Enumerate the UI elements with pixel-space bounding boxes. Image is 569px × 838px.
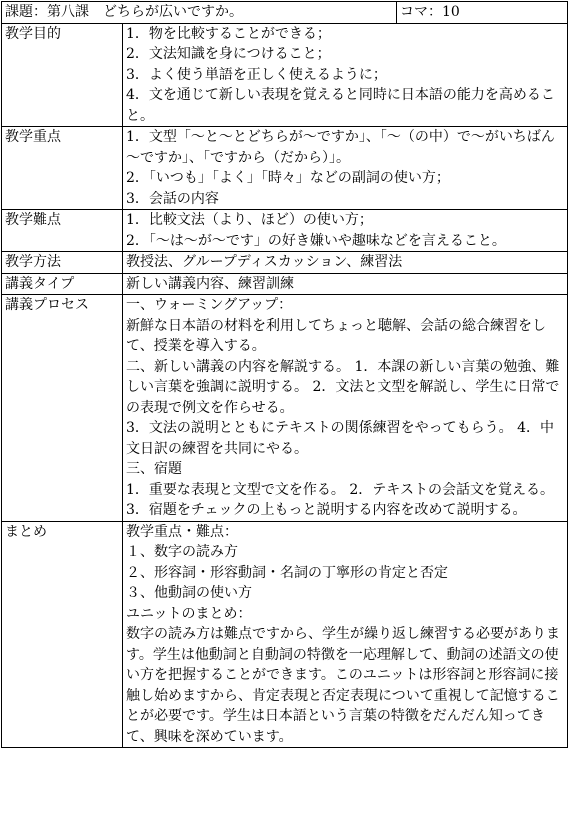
content-line: 新しい講義内容、練習訓練 [126,275,294,292]
period-cell: コマ：10 [397,2,568,24]
content-line: 教授法、グループディスカッション、練習法 [126,254,403,270]
lesson-plan-table [1,1,568,748]
row-label: 講義プロセス [2,295,123,522]
row-label: 教学目的 [2,23,123,127]
row-content [123,521,568,748]
content-line: 1．比較文法（より、ほど）の使い方； [126,212,373,228]
row-key-points [2,127,568,210]
row-summary [2,521,568,748]
topic-cell: 課題：第八課 どちらが広いですか。 [2,2,397,24]
row-content [123,273,568,295]
content-line: 新鮮な日本語の材料を利用してちょっと聴解、会話の総合練習をして、授業を導入する。 [126,317,546,354]
row-lecture-type [2,273,568,295]
row-label: 教学重点 [2,127,123,210]
content-line: 3．文法の説明とともにテキストの関係練習をやってもらう。 4．中文日訳の練習を共同にやる。 [126,420,554,457]
content-line: ３、他動詞の使い方 [126,585,252,601]
row-content [123,295,568,522]
content-line: ユニットのまとめ： [126,605,252,622]
content-line: ２、形容詞・形容動詞・名詞の丁寧形の肯定と否定 [126,564,448,581]
row-methods [2,252,568,274]
row-label: 講義タイプ [2,273,123,295]
content-line: 数字の読み方は難点ですから、学生が繰り返し練習する必要があります。学生は他動詞と自動詞の特徴を一応理解して、動詞の述語文の使い方を把握することができます。このユニットは形容詞と形容詞に接触し始めますから、肯定表現と否定表現について重視して記憶することが必要です。学生は日本語という言葉の特徴をだんだん知ってきて、興味を深めています。 [126,626,560,745]
content-line: 三、宿題 [126,461,182,477]
row-label: まとめ [2,521,123,748]
content-line: 二、新しい講義の内容を解説する。 1．本課の新しい言葉の勉強、難しい言葉を強調に説明する。 2．文法と文型を解説し、学生に日常での表現で例文を作らせる。 [126,358,560,416]
row-objectives [2,23,568,127]
content-line: 3．宿題をチェックの上もっと説明する内容を改めて説明する。 [126,502,527,518]
content-line: 一、ウォーミングアップ： [126,297,293,313]
content-line: 1．物を比較することができる； [126,25,331,42]
content-line: 3．会話の内容 [126,190,219,207]
row-content [123,252,568,274]
header-row [2,2,568,24]
content-line: 2．「いつも」「よく」「時々」などの副詞の使い方； [126,170,450,186]
content-line: 2．文法知識を身につけること； [126,46,331,62]
content-line: 3．よく使う単語を正しく使えるように； [126,66,387,83]
row-label: 教学方法 [2,252,123,274]
content-line: 1．重要な表現と文型で文を作る。 2．テキストの会話文を覚える。 [126,481,554,498]
row-content [123,127,568,210]
content-line: 2．「～は～が～です」の好き嫌いや趣味などを言えること。 [126,232,506,249]
content-line: １、数字の読み方 [126,544,238,560]
row-difficulties [2,210,568,252]
row-content [123,210,568,252]
content-line: 1．文型「～と～とどちらが～ですか」、「～（の中）で～がいちばん～ですか」、「ですから（だから）」。 [126,129,555,166]
row-label: 教学難点 [2,210,123,252]
content-line: 4．文を通じて新しい表現を覚えると同時に日本語の能力を高めること。 [126,87,555,124]
row-lecture-process [2,295,568,522]
content-line: 教学重点・難点： [126,523,238,540]
row-content [123,23,568,127]
